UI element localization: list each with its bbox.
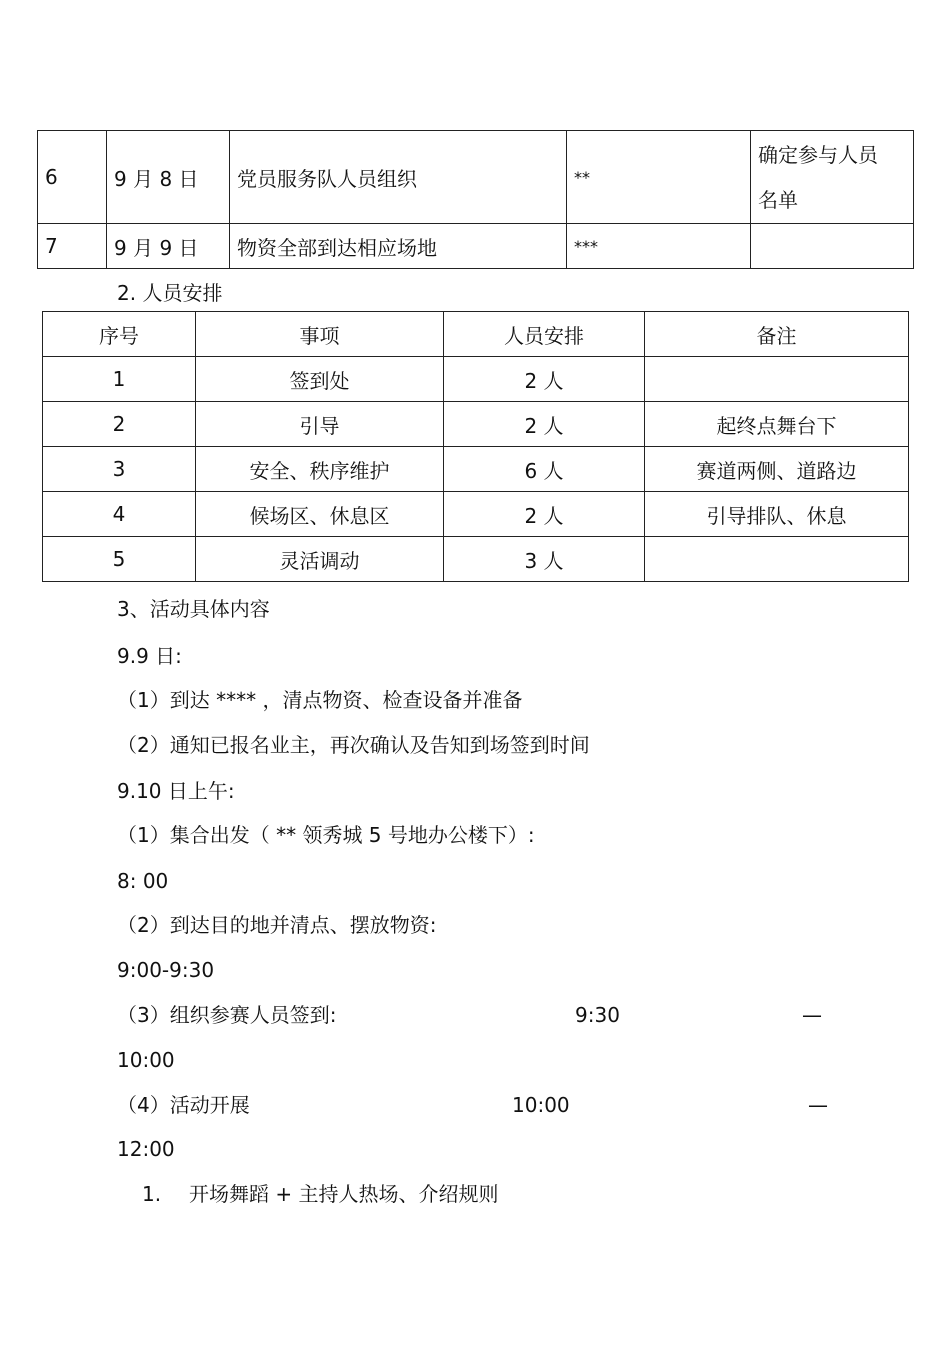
staff-table	[42, 311, 909, 582]
table-cell: 1	[43, 357, 196, 402]
table-cell: 6 人	[444, 447, 645, 492]
note-line-2: 名单	[758, 188, 798, 212]
list-item: （2）到达目的地并清点、摆放物资:	[117, 913, 437, 937]
list-item: （2）通知已报名业主，再次确认及告知到场签到时间	[117, 733, 590, 757]
table-cell: 物资全部到达相应场地	[230, 224, 567, 269]
day-heading: 9.10 日上午:	[117, 779, 235, 803]
table-cell: 赛道两侧、道路边	[645, 447, 909, 492]
column-header: 人员安排	[444, 312, 645, 357]
table-cell: 7	[38, 224, 107, 269]
table-cell: 2 人	[444, 357, 645, 402]
dash-text: —	[802, 1003, 822, 1027]
time-text: 10:00	[512, 1093, 570, 1117]
table-cell: 候场区、休息区	[196, 492, 444, 537]
table-cell	[645, 537, 909, 582]
table-cell: 2 人	[444, 492, 645, 537]
table-cell: 9 月 9 日	[107, 224, 230, 269]
table-cell	[751, 224, 914, 269]
table-row	[43, 402, 909, 447]
time-text: 8: 00	[117, 869, 169, 893]
table-cell: 2 人	[444, 402, 645, 447]
table-cell: 3 人	[444, 537, 645, 582]
table-cell: ***	[567, 224, 751, 269]
column-header: 备注	[645, 312, 909, 357]
list-item: （1）到达 **** ，清点物资、检查设备并准备	[117, 688, 523, 712]
table-cell: 4	[43, 492, 196, 537]
list-item: （4）活动开展	[117, 1093, 250, 1117]
table-cell: 灵活调动	[196, 537, 444, 582]
table-cell: 起终点舞台下	[645, 402, 909, 447]
table-row	[43, 537, 909, 582]
section-heading-staff: 2. 人员安排	[117, 281, 223, 305]
table-cell: 引导	[196, 402, 444, 447]
note-line-1: 确定参与人员	[758, 143, 878, 167]
table-cell: 安全、秩序维护	[196, 447, 444, 492]
table-row	[43, 357, 909, 402]
table-cell: 3	[43, 447, 196, 492]
time-text: 9:00-9:30	[117, 958, 215, 982]
table-cell: 党员服务队人员组织	[230, 131, 567, 224]
table-cell: 签到处	[196, 357, 444, 402]
table-cell: **	[567, 131, 751, 224]
table-row	[38, 224, 914, 269]
table-cell	[751, 131, 914, 224]
table-header-row	[43, 312, 909, 357]
day-heading: 9.9 日:	[117, 644, 182, 668]
time-text: 12:00	[117, 1137, 175, 1161]
list-item: 开场舞蹈 + 主持人热场、介绍规则	[189, 1182, 499, 1206]
table-cell: 2	[43, 402, 196, 447]
list-item: （1）集合出发（ ** 领秀城 5 号地办公楼下）:	[117, 823, 535, 847]
section-heading-content: 3、活动具体内容	[117, 597, 270, 621]
time-text: 10:00	[117, 1048, 175, 1072]
schedule-table	[37, 130, 914, 269]
list-item: （3）组织参赛人员签到:	[117, 1003, 337, 1027]
table-row	[38, 131, 914, 224]
table-row	[43, 447, 909, 492]
dash-text: —	[808, 1093, 828, 1117]
column-header: 序号	[43, 312, 196, 357]
time-text: 9:30	[575, 1003, 620, 1027]
table-cell	[645, 357, 909, 402]
list-number: 1.	[142, 1182, 162, 1206]
table-cell: 5	[43, 537, 196, 582]
table-cell: 6	[38, 131, 107, 224]
table-cell: 9 月 8 日	[107, 131, 230, 224]
column-header: 事项	[196, 312, 444, 357]
table-cell: 引导排队、休息	[645, 492, 909, 537]
table-row	[43, 492, 909, 537]
